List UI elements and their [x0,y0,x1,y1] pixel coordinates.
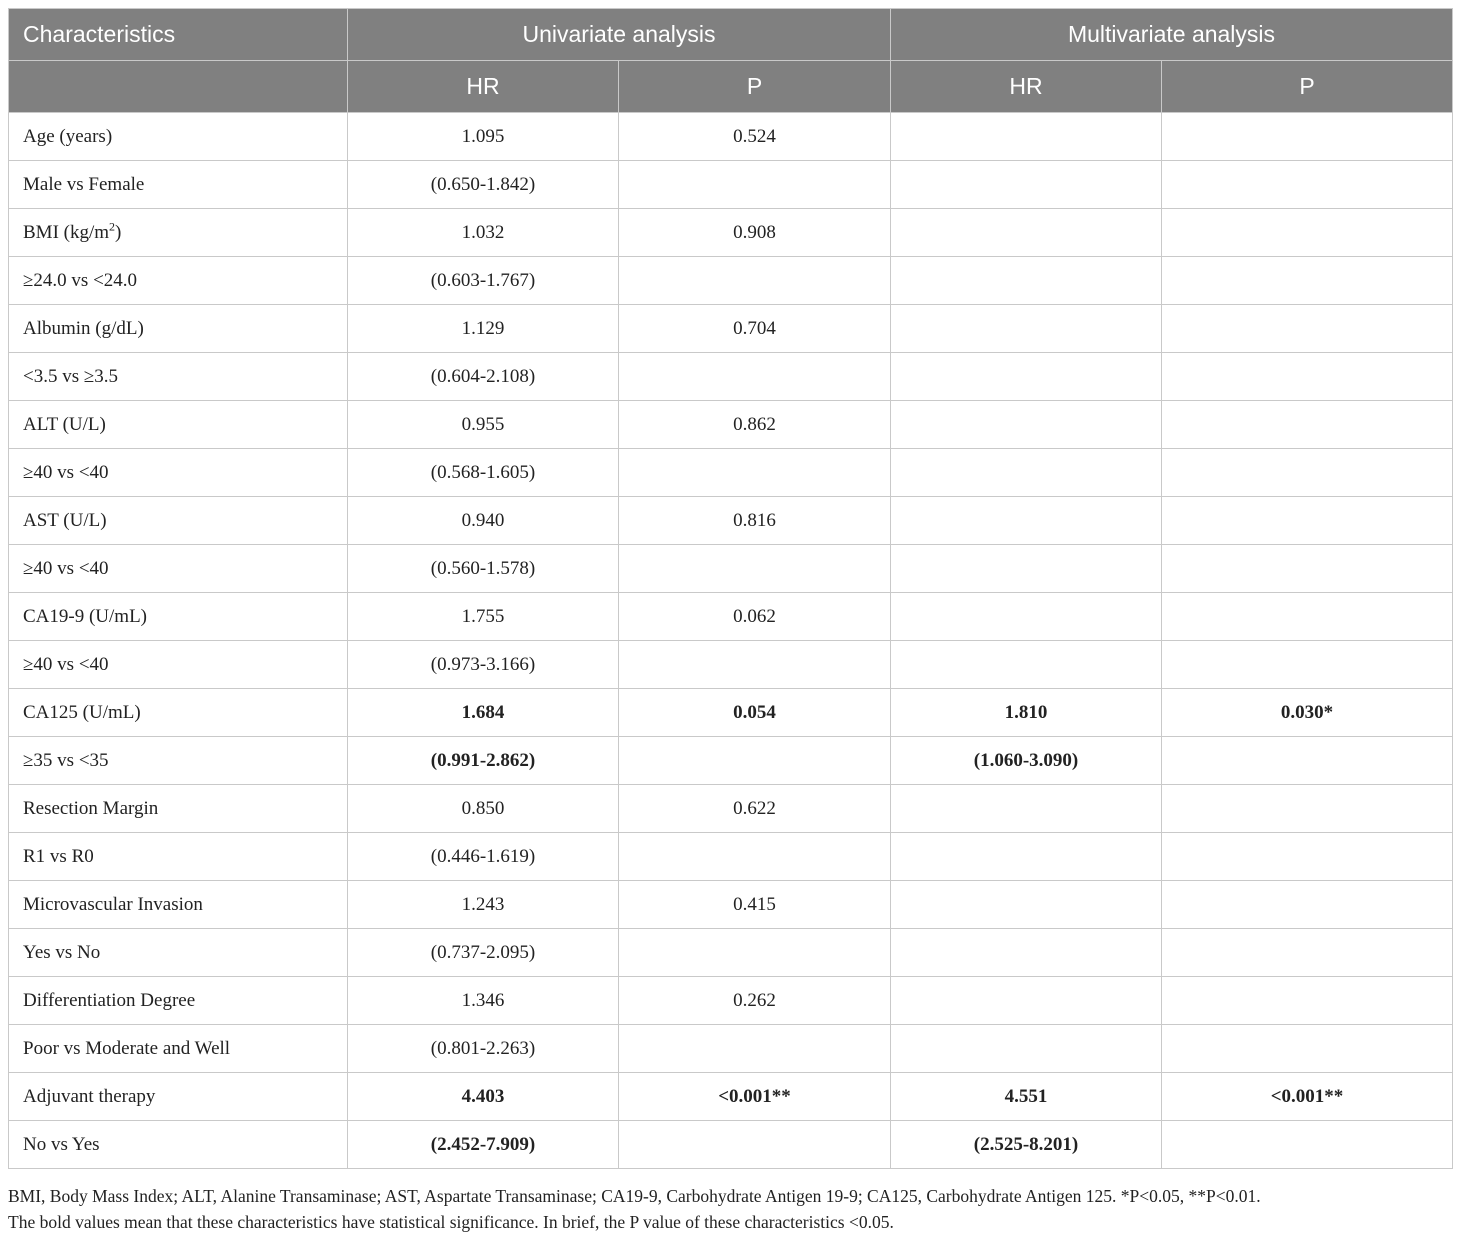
row-label [9,449,348,497]
row-label [9,833,348,881]
cell-uni-hr: 0.850 [348,785,619,833]
cell-uni-p: 0.704 [619,305,891,353]
cell-multi-hr [891,113,1162,161]
results-table-container [8,8,1452,1169]
header-row-sub [9,61,1453,113]
cell-multi-p [1162,305,1453,353]
table-row [9,497,1453,545]
cell-multi-hr [891,497,1162,545]
cell-multi-hr [891,401,1162,449]
cell-multi-hr [891,641,1162,689]
header-multivariate: Multivariate analysis [891,9,1453,61]
row-label [9,785,348,833]
row-label-text: CA125 (U/mL) [23,701,141,723]
row-label-text: Poor vs Moderate and Well [23,1037,231,1059]
cell-uni-p [619,161,891,209]
cox-regression-table [8,8,1453,1169]
cell-multi-p [1162,449,1453,497]
cell-uni-p [619,449,891,497]
row-label-superscript: 2 [109,219,116,234]
cell-multi-p [1162,1025,1453,1073]
cell-uni-p [619,257,891,305]
cell-multi-hr: (2.525-8.201) [891,1121,1162,1169]
cell-multi-hr [891,833,1162,881]
cell-uni-hr: (0.737-2.095) [348,929,619,977]
footnote-bold-note: The bold values mean that these characteristics have statistical significance. In brief, the P value of these characteristics <0.05. [8,1212,894,1232]
cell-uni-hr: 1.129 [348,305,619,353]
cell-multi-hr [891,161,1162,209]
cell-uni-p [619,1121,891,1169]
cell-multi-hr [891,209,1162,257]
row-label-text: Male vs Female [23,173,145,195]
header-multi-p: P [1162,61,1453,113]
cell-uni-p: 0.524 [619,113,891,161]
table-row [9,449,1453,497]
row-label [9,977,348,1025]
table-row [9,1073,1453,1121]
cell-multi-p [1162,1121,1453,1169]
row-label [9,1025,348,1073]
cell-multi-p [1162,977,1453,1025]
cell-multi-p [1162,593,1453,641]
cell-uni-p: 0.622 [619,785,891,833]
cell-multi-hr [891,977,1162,1025]
row-label-text: CA19-9 (U/mL) [23,605,148,627]
table-row [9,401,1453,449]
cell-multi-hr: (1.060-3.090) [891,737,1162,785]
table-row [9,977,1453,1025]
table-row [9,689,1453,737]
cell-multi-p [1162,113,1453,161]
row-label-text: Adjuvant therapy [23,1085,156,1107]
row-label [9,353,348,401]
cell-uni-p: 0.062 [619,593,891,641]
row-label [9,641,348,689]
row-label-text: ≥40 vs <40 [23,557,109,579]
cell-multi-p: 0.030* [1162,689,1453,737]
table-row [9,209,1453,257]
table-row [9,593,1453,641]
cell-multi-p [1162,737,1453,785]
cell-uni-hr: (0.650-1.842) [348,161,619,209]
cell-multi-p: <0.001** [1162,1073,1453,1121]
row-label-text: ≥24.0 vs <24.0 [23,269,138,291]
cell-uni-hr: 1.243 [348,881,619,929]
header-uni-p: P [619,61,891,113]
row-label-text: Microvascular Invasion [23,893,203,915]
row-label-text: ≥40 vs <40 [23,653,109,675]
cell-multi-p [1162,209,1453,257]
cell-uni-hr: (0.603-1.767) [348,257,619,305]
header-multi-hr: HR [891,61,1162,113]
table-row [9,161,1453,209]
cell-multi-hr [891,785,1162,833]
row-label [9,737,348,785]
cell-multi-hr [891,257,1162,305]
cell-uni-p: 0.908 [619,209,891,257]
table-row [9,929,1453,977]
footnote-abbreviations: BMI, Body Mass Index; ALT, Alanine Transaminase; AST, Aspartate Transaminase; CA19-9, Carbohydrate Antigen 19-9; CA125, Carbohydrate Antigen 125. *P<0.05, **P<0.01. [8,1186,1261,1206]
cell-uni-hr: (0.801-2.263) [348,1025,619,1073]
row-label-text: ALT (U/L) [23,413,106,435]
cell-multi-p [1162,401,1453,449]
cell-multi-p [1162,545,1453,593]
table-header [9,9,1453,113]
header-characteristics: Characteristics [9,9,348,61]
row-label [9,1121,348,1169]
cell-uni-p: 0.262 [619,977,891,1025]
cell-uni-p [619,737,891,785]
row-label [9,257,348,305]
cell-multi-p [1162,257,1453,305]
table-row [9,1025,1453,1073]
row-label-text: AST (U/L) [23,509,107,531]
row-label [9,113,348,161]
row-label [9,593,348,641]
row-label-text: ≥40 vs <40 [23,461,109,483]
cell-multi-hr: 4.551 [891,1073,1162,1121]
header-uni-hr: HR [348,61,619,113]
cell-multi-hr [891,449,1162,497]
cell-uni-hr: 1.346 [348,977,619,1025]
table-row [9,1121,1453,1169]
row-label-text: ≥35 vs <35 [23,749,109,771]
row-label [9,161,348,209]
cell-uni-hr: (0.568-1.605) [348,449,619,497]
cell-uni-hr: 1.095 [348,113,619,161]
row-label-suffix: ) [115,221,122,243]
cell-uni-hr: 4.403 [348,1073,619,1121]
table-row [9,833,1453,881]
cell-multi-p [1162,929,1453,977]
table-row [9,737,1453,785]
cell-multi-p [1162,353,1453,401]
cell-uni-hr: 1.755 [348,593,619,641]
header-blank [9,61,348,113]
row-label-text: <3.5 vs ≥3.5 [23,365,119,387]
row-label [9,497,348,545]
row-label-text: Age (years) [23,125,113,147]
cell-uni-p [619,1025,891,1073]
cell-multi-hr [891,353,1162,401]
row-label [9,545,348,593]
table-row [9,545,1453,593]
row-label-text: BMI (kg/m [23,221,110,243]
cell-uni-p [619,353,891,401]
cell-uni-p [619,545,891,593]
cell-uni-hr: 1.032 [348,209,619,257]
cell-uni-hr: (2.452-7.909) [348,1121,619,1169]
cell-uni-p: 0.415 [619,881,891,929]
cell-uni-p: 0.054 [619,689,891,737]
row-label-text: R1 vs R0 [23,845,94,867]
cell-uni-hr: (0.604-2.108) [348,353,619,401]
row-label-text: No vs Yes [23,1133,100,1155]
row-label [9,305,348,353]
cell-multi-hr [891,929,1162,977]
cell-multi-hr [891,593,1162,641]
header-row-top [9,9,1453,61]
row-label [9,209,348,257]
row-label [9,689,348,737]
cell-uni-p [619,833,891,881]
cell-uni-hr: (0.973-3.166) [348,641,619,689]
cell-uni-p [619,641,891,689]
table-row [9,641,1453,689]
cell-multi-p [1162,161,1453,209]
cell-multi-hr [891,545,1162,593]
cell-multi-p [1162,497,1453,545]
table-row [9,881,1453,929]
cell-multi-p [1162,785,1453,833]
row-label [9,1073,348,1121]
cell-uni-p: <0.001** [619,1073,891,1121]
cell-multi-p [1162,641,1453,689]
row-label-text: Resection Margin [23,797,159,819]
cell-uni-p [619,929,891,977]
row-label-text: Albumin (g/dL) [23,317,144,339]
cell-uni-hr: 0.955 [348,401,619,449]
cell-multi-hr [891,1025,1162,1073]
cell-uni-hr: (0.560-1.578) [348,545,619,593]
cell-multi-p [1162,881,1453,929]
table-row [9,785,1453,833]
table-body [9,113,1453,1169]
cell-uni-hr: 0.940 [348,497,619,545]
row-label [9,401,348,449]
cell-multi-hr [891,881,1162,929]
table-row [9,113,1453,161]
cell-uni-hr: (0.991-2.862) [348,737,619,785]
cell-multi-hr: 1.810 [891,689,1162,737]
header-univariate: Univariate analysis [348,9,891,61]
table-row [9,257,1453,305]
table-footnote [8,1183,1452,1235]
table-row [9,305,1453,353]
cell-uni-p: 0.816 [619,497,891,545]
row-label-text: Yes vs No [23,941,101,963]
row-label [9,929,348,977]
table-row [9,353,1453,401]
cell-multi-hr [891,305,1162,353]
row-label [9,881,348,929]
cell-uni-p: 0.862 [619,401,891,449]
row-label-text: Differentiation Degree [23,989,196,1011]
cell-multi-p [1162,833,1453,881]
cell-uni-hr: (0.446-1.619) [348,833,619,881]
cell-uni-hr: 1.684 [348,689,619,737]
